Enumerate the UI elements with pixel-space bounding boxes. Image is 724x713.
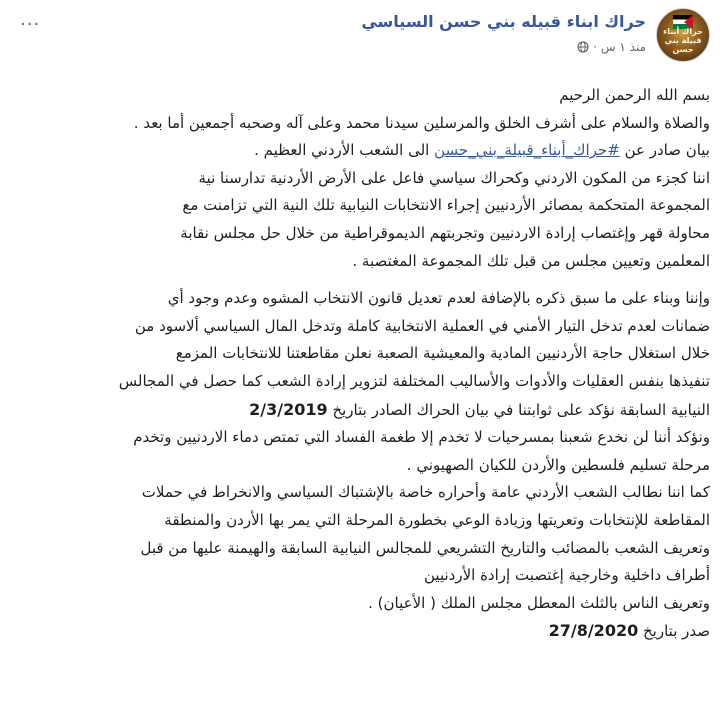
body-text: صدر بتاريخ (643, 622, 710, 641)
page-avatar[interactable] (656, 8, 710, 62)
body-line: وإننا وبناء على ما سبق ذكره بالإضافة لعدم تعديل قانون الانتخاب المشوه وعدم وجود أي (167, 289, 710, 308)
body-text: بيان صادر عن (624, 141, 710, 160)
body-line: تنفيذها بنفس العقليات والأدوات والأساليب المختلفة لتزوير إرادة الشعب كما حصل في المجالس (118, 371, 710, 390)
body-line: وتعريف الشعب بالمصائب والتاريخ التشريعي للمجالس النيابية السابقة والهيمنة عليها من قبل (140, 538, 710, 557)
post-timestamp[interactable]: منذ ١ س · (593, 40, 646, 54)
more-options-button[interactable]: ··· (20, 14, 41, 35)
body-text: الى الشعب الأردني العظيم . (254, 141, 430, 160)
body-line: كما اننا نطالب الشعب الأردني عامة وأحراره خاصة بالإشتباك السياسي والانخراط في حملات (141, 483, 710, 502)
avatar-caption: حراك أبناء قبيلة بني حسن (663, 27, 703, 54)
body-line: بسم الله الرحمن الرحيم (559, 86, 710, 104)
body-line: ونؤكد أننا لن نخدع شعبنا بمسرحيات لا تخدم إلا طغمة الفساد التي تمتص دماء الاردنيين وتخدم (133, 428, 710, 447)
body-line: المجموعة المتحكمة بمصائر الأردنيين إجراء الانتخابات النيابية تلك النية التي تزامنت مع (182, 196, 710, 215)
body-line (12, 396, 710, 425)
issue-date: 27/8/2020 (548, 621, 639, 641)
post-meta (577, 40, 646, 54)
body-line: المقاطعة للإنتخابات وتعريتها وزيادة الوعي بخطورة المرحلة التي يمر بها الأردن والمنطقة (164, 510, 710, 529)
body-line: أطراف داخلية وخارجية إغتصبت إرادة الأردنيين (424, 566, 710, 585)
body-line: محاولة قهر وإغتصاب إرادة الاردنيين وتجربتهم الديموقراطية من خلال حل مجلس نقابة (180, 223, 710, 242)
body-line: ضمانات لعدم تدخل التيار الأمني في العملية الانتخابية كاملة وتدخل المال السياسي ألاسود من (134, 316, 710, 335)
body-line (12, 617, 710, 646)
body-line: مرحلة تسليم فلسطين والأردن للكيان الصهيوني . (406, 455, 710, 474)
body-line: وتعريف الناس بالثلث المعطل مجلس الملك ( الأعيان) . (368, 593, 710, 612)
page-name-link[interactable]: حراك ابناء قبيله بني حسن السياسي (361, 12, 646, 31)
globe-icon[interactable] (577, 41, 589, 53)
post-header (14, 6, 710, 68)
post-body (12, 82, 710, 646)
paragraph-spacer (12, 275, 710, 285)
hashtag-link[interactable]: #حراك_أبناء_قبيلة_بني_حسن (434, 141, 620, 160)
body-line (12, 137, 710, 165)
body-text: النيابية السابقة نؤكد على ثوابتنا في بيان الحراك الصادر بتاريخ (332, 400, 710, 419)
body-line: اننا كجزء من المكون الاردني وكحراك سياسي فاعل على الأرض الأردنية تدارسنا نية (198, 168, 710, 187)
body-line: المعلمين وتعيين مجلس من قبل تلك المجموعة المغتصبة . (352, 251, 710, 270)
statement-date: 2/3/2019 (249, 399, 328, 419)
body-line: والصلاة والسلام على أشرف الخلق والمرسلين سيدنا محمد وعلى آله وصحبه أجمعين أما بعد . (133, 113, 710, 132)
body-line: خلال استغلال حاجة الأردنيين المادية والمعيشية الصعبة نعلن مقاطعتنا للانتخابات المزمع (175, 344, 710, 363)
